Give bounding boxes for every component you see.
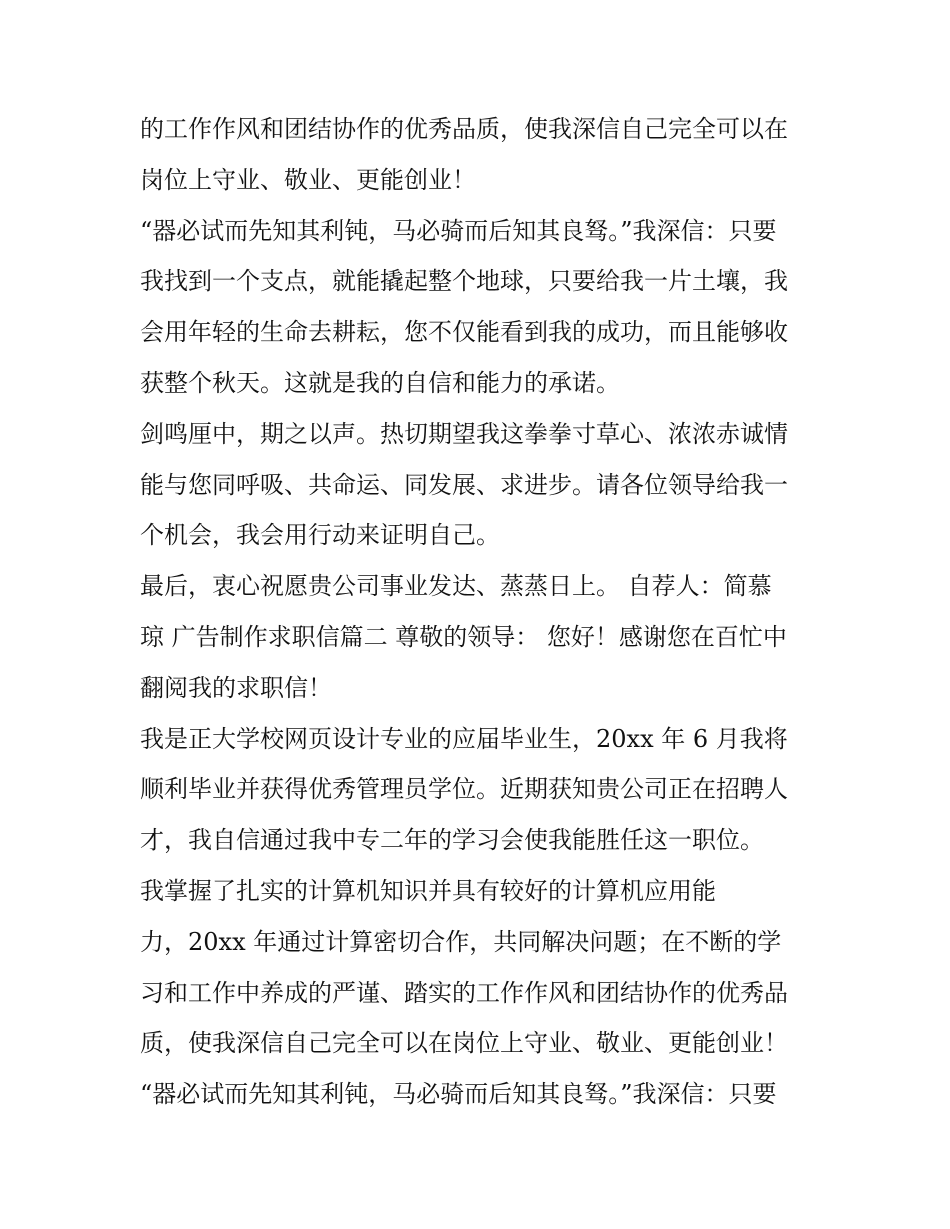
text-line: 力，20xx 年通过计算密切合作，共同解决问题；在不断的学 bbox=[140, 927, 782, 956]
text-line: 顺利毕业并获得优秀管理员学位。近期获知贵公司正在招聘人 bbox=[140, 775, 788, 804]
text-line: 会用年轻的生命去耕耘，您不仅能看到我的成功，而且能够收 bbox=[140, 318, 788, 347]
text-line: 我是正大学校网页设计专业的应届毕业生，20xx 年 6 月我将 bbox=[140, 724, 788, 753]
document-body bbox=[140, 104, 820, 1120]
text-line: “器必试而先知其利钝，马必骑而后知其良驽。”我深信：只要 bbox=[140, 1080, 777, 1109]
text-line: 琼 广告制作求职信篇二 尊敬的领导： 您好！感谢您在百忙中 bbox=[140, 622, 787, 651]
text-line: 才，我自信通过我中专二年的学习会使我能胜任这一职位。 bbox=[140, 826, 764, 855]
text-line: “器必试而先知其利钝，马必骑而后知其良驽。”我深信：只要 bbox=[140, 216, 777, 245]
text-line: 岗位上守业、敬业、更能创业！ bbox=[140, 165, 476, 194]
text-line: 个机会，我会用行动来证明自己。 bbox=[140, 521, 500, 550]
text-line: 我掌握了扎实的计算机知识并具有较好的计算机应用能 bbox=[140, 876, 716, 905]
text-line: 翻阅我的求职信！ bbox=[140, 673, 332, 702]
text-line: 最后，衷心祝愿贵公司事业发达、蒸蒸日上。 自荐人：简慕 bbox=[140, 572, 772, 601]
text-line: 能与您同呼吸、共命运、同发展、求进步。请各位领导给我一 bbox=[140, 470, 788, 499]
text-line: 获整个秋天。这就是我的自信和能力的承诺。 bbox=[140, 368, 620, 397]
text-line: 剑鸣厘中，期之以声。热切期望我这拳拳寸草心、浓浓赤诚情 bbox=[140, 419, 788, 448]
text-line: 的工作作风和团结协作的优秀品质，使我深信自己完全可以在 bbox=[140, 115, 788, 143]
text-line: 我找到一个支点，就能撬起整个地球，只要给我一片土壤，我 bbox=[140, 267, 788, 296]
text-line: 习和工作中养成的严谨、踏实的工作作风和团结协作的优秀品 bbox=[140, 978, 788, 1007]
text-line: 质，使我深信自己完全可以在岗位上守业、敬业、更能创业！ bbox=[140, 1029, 788, 1058]
